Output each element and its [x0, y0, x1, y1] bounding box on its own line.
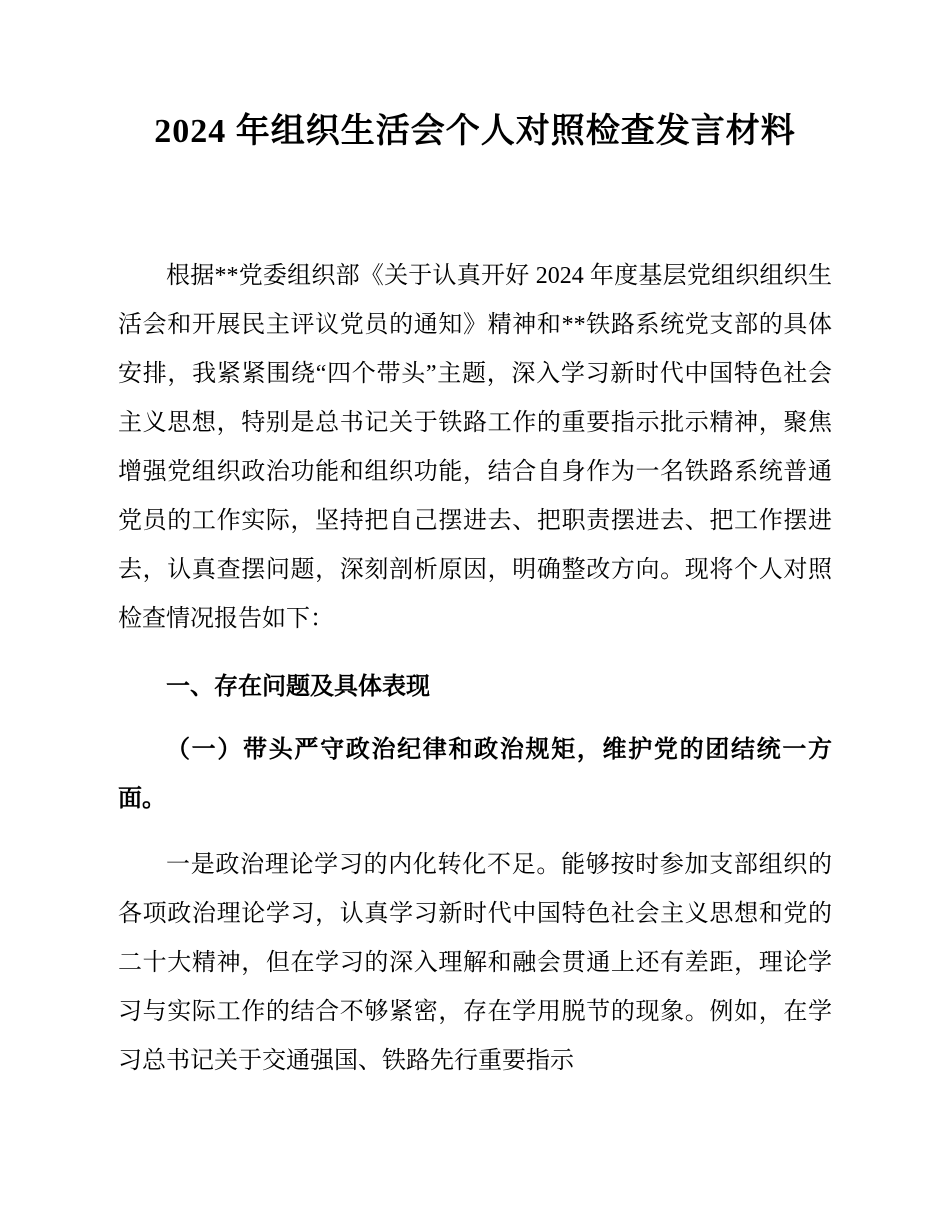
intro-paragraph: 根据**党委组织部《关于认真开好 2024 年度基层党组织组织生活会和开展民主评议党员的通知》精神和**铁路系统党支部的具体安排，我紧紧围绕“四个带头”主题，深入学习新时代中国特色社会主义思想，特别是总书记关于铁路工作的重要指示批示精神，聚焦增强党组织政治功能和组织功能，结合自身作为一名铁路系统普通党员的工作实际，坚持把自己摆进去、把职责摆进去、把工作摆进去，认真查摆问题，深刻剖析原因，明确整改方向。现将个人对照检查情况报告如下：: [118, 262, 832, 632]
section-heading: 一、存在问题及具体表现: [166, 672, 430, 700]
body-paragraph: 一是政治理论学习的内化转化不足。能够按时参加支部组织的各项政治理论学习，认真学习新时代中国特色社会主义思想和党的二十大精神，但在学习的深入理解和融会贯通上还有差距，理论学习与实际工作的结合不够紧密，存在学用脱节的现象。例如，在学习总书记关于交通强国、铁路先行重要指示: [118, 851, 832, 1074]
document-title: 2024 年组织生活会个人对照检查发言材料: [154, 113, 796, 150]
sub-heading: （一）带头严守政治纪律和政治规矩，维护党的团结统一方面。: [118, 735, 832, 812]
